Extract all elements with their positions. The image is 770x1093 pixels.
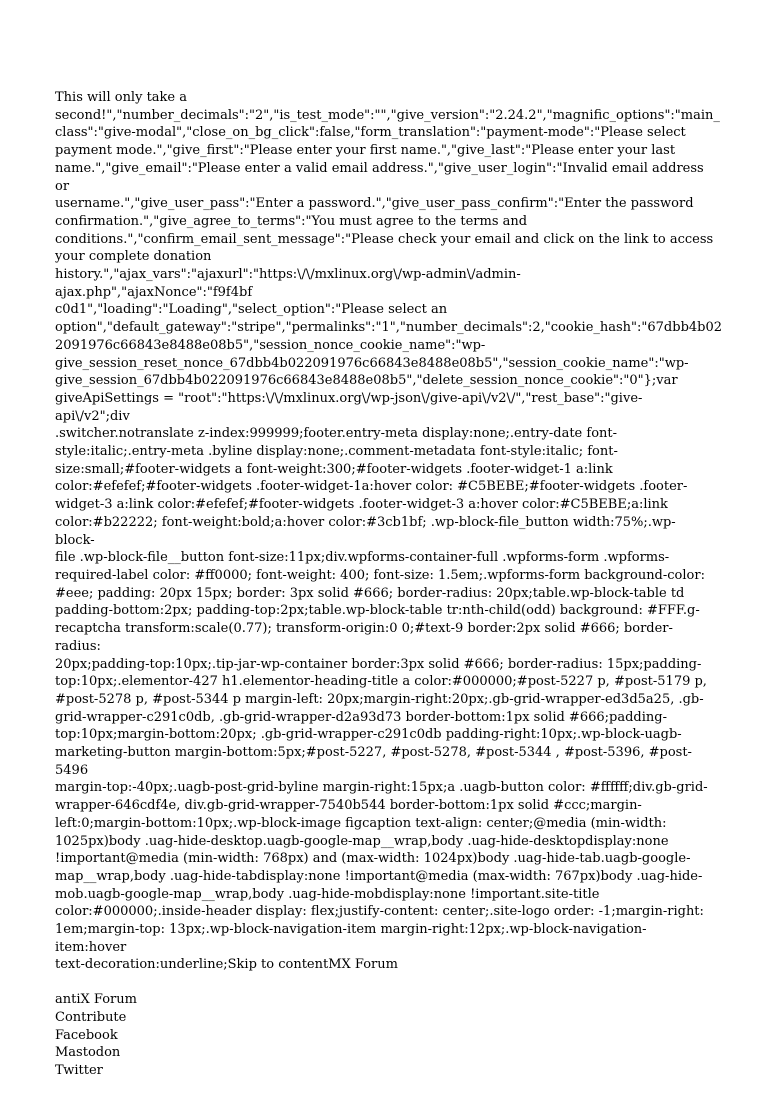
raw-text-line: .switcher.notranslate z-index:999999;footer.entry-meta display:none;.entry-date font- <box>55 426 618 442</box>
raw-text-line: left:0;margin-bottom:10px;.wp-block-image figcaption text-align: center;@media (min-width: <box>55 815 667 831</box>
raw-text-line: c0d1","loading":"Loading","select_option":"Please select an <box>55 302 448 318</box>
raw-text-line: give_session_reset_nonce_67dbb4b022091976c66843e8488e08b5","session_cookie_name":"wp- <box>55 355 689 371</box>
raw-text-line: color:#b22222; font-weight:bold;a:hover color:#3cb1bf; .wp-block-file_button width:75%;.wp-block- <box>55 514 676 548</box>
raw-text-line: username.","give_user_pass":"Enter a password.","give_user_pass_confirm":"Enter the password <box>55 196 694 212</box>
raw-text-line: giveApiSettings = "root":"https:\/\/mxlinux.org\/wp-json\/give-api\/v2\/","rest_base":"give-api\/v2";div <box>55 390 643 424</box>
link-facebook[interactable]: Facebook <box>55 1027 118 1043</box>
unstyled-raw-text <box>55 89 723 974</box>
raw-text-line: 1em;margin-top: 13px;.wp-block-navigation-item margin-right:12px;.wp-block-navigation-item:hover <box>55 922 647 955</box>
raw-text-line: required-label color: #ff0000; font-weight: 400; font-size: 1.5em;.wpforms-form background-color: <box>55 567 705 583</box>
link-list-item <box>55 1027 715 1045</box>
raw-text-line: give_session_67dbb4b022091976c66843e8488e08b5","delete_session_nonce_cookie":"0"};var <box>55 373 678 389</box>
link-mastodon[interactable]: Mastodon <box>55 1045 121 1061</box>
raw-text-line: !important@media (min-width: 768px) and (max-width: 1024px)body .uag-hide-tab.uagb-google- <box>55 851 691 867</box>
raw-text-line: name.","give_email":"Please enter a valid email address.","give_user_login":"Invalid email address or <box>55 160 704 194</box>
raw-text-line: text-decoration:underline;Skip to contentMX Forum <box>55 957 398 973</box>
page-content <box>55 89 723 1093</box>
raw-text-line: recaptcha transform:scale(0.77); transform-origin:0 0;#text-9 border:2px solid #666; border-radius: <box>55 621 673 654</box>
raw-text-line: color:#efefef;#footer-widgets .footer-widget-1a:hover color: #C5BEBE;#footer-widgets .footer- <box>55 479 688 495</box>
link-antix-forum[interactable]: antiX Forum <box>55 992 137 1008</box>
raw-text-line: second!","number_decimals":"2","is_test_mode":"","give_version":"2.24.2","magnific_options":"main_ <box>55 107 720 123</box>
raw-text-line: map__wrap,body .uag-hide-tabdisplay:none !important@media (max-width: 767px)body .uag-hide- <box>55 868 703 884</box>
link-list-item <box>55 991 715 1009</box>
raw-text-line: widget-3 a:link color:#efefef;#footer-widgets .footer-widget-3 a:hover color:#C5BEBE;a:link <box>55 497 668 513</box>
raw-text-line: file .wp-block-file__button font-size:11px;div.wpforms-container-full .wpforms-form .wpforms- <box>55 550 670 566</box>
raw-text-line: 1025px)body .uag-hide-desktop.uagb-google-map__wrap,body .uag-hide-desktopdisplay:none <box>55 833 669 849</box>
raw-text-line: #eee; padding: 20px 15px; border: 3px solid #666; border-radius: 20px;table.wp-block-table td <box>55 585 685 601</box>
raw-text-line: 2091976c66843e8488e08b5","session_nonce_cookie_name":"wp- <box>55 337 486 353</box>
raw-text-line: marketing-button margin-bottom:5px;#post-5227, #post-5278, #post-5344 , #post-5396, #post-5496 <box>55 745 692 778</box>
link-contribute[interactable]: Contribute <box>55 1009 127 1025</box>
raw-text-line: 20px;padding-top:10px;.tip-jar-wp-container border:3px solid #666; border-radius: 15px;padding- <box>55 656 702 672</box>
raw-text-line: wrapper-646cdf4e, div.gb-grid-wrapper-7540b544 border-bottom:1px solid #ccc;margin- <box>55 798 642 814</box>
raw-text-line: option","default_gateway":"stripe","permalinks":"1","number_decimals":2,"cookie_hash":"67dbb4b02 <box>55 320 723 336</box>
raw-text-line: confirmation.","give_agree_to_terms":"You must agree to the terms and <box>55 213 528 229</box>
raw-text-line: margin-top:-40px;.uagb-post-grid-byline margin-right:15px;a .uagb-button color: #ffffff;div.gb-grid- <box>55 780 708 796</box>
raw-text-line: payment mode.","give_first":"Please enter your first name.","give_last":"Please enter your last <box>55 143 676 159</box>
raw-text-line: #post-5278 p, #post-5344 p margin-left: 20px;margin-right:20px;.gb-grid-wrapper-ed3d5a25, .gb- <box>55 691 704 707</box>
raw-text-line: grid-wrapper-c291c0db, .gb-grid-wrapper-d2a93d73 border-bottom:1px solid #666;padding- <box>55 709 667 725</box>
raw-text-line: top:10px;.elementor-427 h1.elementor-heading-title a color:#000000;#post-5227 p, #post-5179 p, <box>55 674 707 690</box>
raw-text-line: class":"give-modal","close_on_bg_click":false,"form_translation":"payment-mode":"Please select <box>55 125 686 141</box>
raw-text-line: mob.uagb-google-map__wrap,body .uag-hide-mobdisplay:none !important.site-title <box>55 886 600 902</box>
raw-text-line: top:10px;margin-bottom:20px; .gb-grid-wrapper-c291c0db padding-right:10px;.wp-block-uagb- <box>55 727 682 743</box>
raw-text-line: conditions.","confirm_email_sent_message":"Please check your email and click on the link to access <box>55 231 714 247</box>
raw-text-line: style:italic;.entry-meta .byline display:none;.comment-metadata font-style:italic; font- <box>55 444 618 460</box>
raw-text-line: history.","ajax_vars":"ajaxurl":"https:\/\/mxlinux.org\/wp-admin\/admin-ajax.php","ajaxNonce":"f9f4bf <box>55 267 521 300</box>
footer-link-list <box>55 991 715 1080</box>
link-list-item <box>55 1044 715 1062</box>
link-list-item <box>55 1062 715 1080</box>
raw-text-line: color:#000000;.inside-header display: flex;justify-content: center;.site-logo order: -1;margin-right: <box>55 904 704 920</box>
raw-text-line: your complete donation <box>55 249 212 265</box>
link-twitter[interactable]: Twitter <box>55 1062 103 1078</box>
raw-text-line: size:small;#footer-widgets a font-weight:300;#footer-widgets .footer-widget-1 a:link <box>55 461 613 477</box>
raw-text-line: padding-bottom:2px; padding-top:2px;table.wp-block-table tr:nth-child(odd) background: #FFF.g- <box>55 603 700 619</box>
raw-text-line: This will only take a <box>55 90 187 105</box>
